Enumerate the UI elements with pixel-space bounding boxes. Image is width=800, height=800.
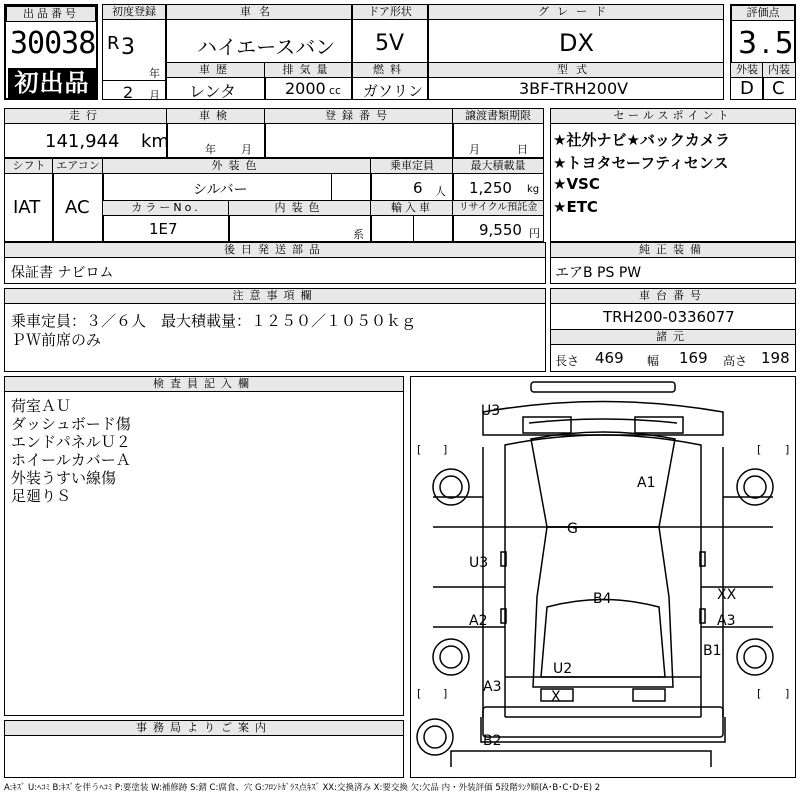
dims-label: 諸元 — [550, 329, 796, 345]
equipment-label: 純正装備 — [550, 242, 796, 258]
car-name-label: 車名 — [166, 4, 352, 20]
legend: A:ｷｽﾞ U:ﾍｺﾐ B:ｷｽﾞを伴うﾍｺﾐ P:要塗装 W:補修跡 S:錆 C:腐食、穴 G:ﾌﾛﾝﾄｶﾞﾗｽ点ｷｽﾞ XX:交換済み X:要交換 欠:欠品 内・外装評価 5段階ﾗﾝｸ順(A･B･C･D･E) 2 — [4, 783, 601, 793]
lot-number-label: 出品番号 — [6, 6, 96, 22]
fuel-block — [352, 62, 428, 100]
registration-month: 2 — [123, 83, 134, 102]
interior-score: C — [772, 78, 785, 99]
bracket-mark: ] — [443, 687, 448, 700]
chassis-number: TRH200-0336077 — [603, 308, 735, 326]
mileage: 141,944 — [45, 131, 120, 152]
inspector-line: 荷室ＡＵ — [11, 397, 72, 415]
inspection-month-unit: 月 — [241, 143, 252, 156]
registration-era: R — [107, 33, 120, 54]
height: 198 — [761, 349, 790, 367]
length-label: 長さ — [555, 354, 580, 368]
damage-mark: G — [567, 521, 578, 537]
fuel-label: 燃料 — [352, 62, 428, 78]
recycle: 9,550 — [479, 221, 522, 239]
damage-mark: U2 — [553, 661, 573, 677]
door: 5V — [375, 31, 405, 56]
inspector-line: ホイールカバーＡ — [11, 451, 131, 469]
chassis-label: 車台番号 — [550, 288, 796, 304]
year-unit: 年 — [149, 67, 160, 80]
history: レンタ — [189, 82, 236, 101]
inspector-label: 検査員記入欄 — [4, 376, 404, 392]
grade-block — [428, 4, 724, 64]
exterior-block — [730, 62, 764, 100]
inspector-line: 外装うすい線傷 — [11, 469, 117, 487]
import-label: 輸入車 — [370, 200, 454, 216]
displacement-block — [264, 62, 352, 100]
grade: DX — [559, 29, 594, 57]
notes-line: ＰＷ前席のみ — [11, 331, 102, 349]
exterior-label: 外装 — [730, 62, 764, 78]
capacity-block — [370, 158, 454, 202]
width-label: 幅 — [647, 354, 660, 368]
grade-label: グレード — [428, 4, 724, 20]
int-color-label: 内装色 — [228, 200, 372, 216]
interior-block — [762, 62, 796, 100]
bracket-mark: [ — [417, 443, 422, 456]
damage-mark: A2 — [469, 613, 488, 629]
ext-color-label: 外装色 — [102, 158, 372, 174]
mileage-label: 走行 — [4, 108, 168, 124]
capacity-unit: 人 — [435, 185, 446, 198]
max-load-label: 最大積載量 — [452, 158, 544, 174]
max-load: 1,250 — [469, 179, 512, 197]
ac-label: エアコン — [52, 158, 104, 174]
model: 3BF-TRH200V — [519, 79, 629, 98]
first-listing-badge: 初出品 — [8, 68, 96, 98]
displacement-unit: cc — [329, 84, 342, 97]
model-block — [428, 62, 724, 100]
bracket-mark: [ — [417, 687, 422, 700]
inspector-line: ダッシュボード傷 — [11, 415, 131, 433]
max-load-unit: kg — [527, 184, 540, 195]
damage-mark: U3 — [469, 555, 489, 571]
damage-mark: B4 — [593, 591, 612, 607]
history-label: 車歴 — [166, 62, 266, 78]
bracket-mark: [ — [757, 687, 762, 700]
int-color-suffix: 系 — [353, 228, 364, 241]
damage-mark: X — [551, 689, 561, 705]
bracket-mark: ] — [785, 687, 790, 700]
later-parts-label: 後日発送部品 — [4, 242, 546, 258]
displacement-label: 排気量 — [264, 62, 352, 78]
damage-mark: U3 — [481, 403, 501, 419]
inspector-line: エンドパネルＵ２ — [11, 433, 131, 451]
damage-mark: A3 — [717, 613, 736, 629]
ac-block — [52, 158, 104, 242]
shift: IAT — [13, 197, 41, 218]
mileage-block — [4, 108, 168, 158]
lot-number: 30038 — [10, 26, 96, 61]
sales-point-item: ★社外ナビ★バックカメラ — [553, 131, 730, 149]
sales-point-item: ★VSC — [553, 175, 600, 193]
bracket-mark: ] — [443, 443, 448, 456]
inspection-year-unit: 年 — [205, 143, 216, 156]
ext-color: シルバー — [193, 182, 248, 198]
inspection-block — [166, 108, 266, 158]
sales-points-block — [550, 108, 796, 242]
registration-year: 3 — [121, 35, 135, 60]
int-color-block — [228, 200, 372, 242]
shift-label: シフト — [4, 158, 54, 174]
inspector-block — [4, 376, 404, 716]
score-label: 評価点 — [731, 5, 795, 21]
notes-line: 乗車定員：３／６人 最大積載量：１２５０／１０５０ｋｇ — [11, 312, 417, 330]
office-label: 事務局よりご案内 — [4, 720, 404, 736]
plate-label: 登録番号 — [264, 108, 454, 124]
height-label: 高さ — [723, 354, 748, 368]
shift-block — [4, 158, 54, 242]
capacity: 6 — [413, 179, 423, 197]
chassis-block — [550, 288, 796, 372]
score-block — [730, 4, 796, 64]
office-block — [4, 720, 404, 778]
bracket-mark: ] — [785, 443, 790, 456]
recycle-unit: 円 — [529, 227, 540, 240]
later-parts-block — [4, 242, 546, 284]
mileage-unit: km — [141, 131, 169, 152]
score: 3.5 — [738, 26, 798, 61]
inspector-line: 足廻りＳ — [11, 487, 72, 505]
width: 169 — [679, 349, 708, 367]
notes-block — [4, 288, 546, 372]
transfer-block — [452, 108, 544, 158]
max-load-block — [452, 158, 544, 202]
divider — [413, 216, 414, 242]
lot-number-block — [4, 4, 98, 100]
history-block — [166, 62, 266, 100]
exterior-score: D — [740, 78, 754, 99]
recycle-label: リサイクル預託金 — [452, 200, 544, 216]
sales-point-item: ★ETC — [553, 198, 598, 216]
sales-points-label: セールスポイント — [550, 108, 796, 124]
equipment-text: エアB PS PW — [555, 265, 642, 281]
car-name: ハイエースバン — [197, 35, 336, 59]
recycle-block — [452, 200, 544, 242]
ext-color-block — [102, 158, 372, 202]
transfer-day-unit: 日 — [517, 143, 528, 156]
model-label: 型式 — [428, 62, 724, 78]
notes-label: 注意事項欄 — [4, 288, 546, 304]
damage-mark: A3 — [483, 679, 502, 695]
month-unit: 月 — [149, 89, 160, 102]
vehicle-diagram-frame — [410, 376, 796, 778]
bracket-mark: [ — [757, 443, 762, 456]
damage-mark: A1 — [637, 475, 656, 491]
ac: AC — [65, 197, 90, 218]
color-no: 1E7 — [149, 220, 178, 238]
sales-point-item: ★トヨタセーフティセンス — [553, 154, 729, 172]
transfer-month-unit: 月 — [469, 143, 480, 156]
later-parts-text: 保証書 ナビロム — [11, 265, 114, 281]
interior-label: 内装 — [762, 62, 796, 78]
fuel: ガソリン — [363, 82, 424, 100]
damage-mark: B2 — [483, 733, 502, 749]
color-no-block — [102, 200, 230, 242]
first-registration-block — [102, 4, 166, 100]
transfer-label: 譲渡書類期限 — [452, 108, 544, 124]
displacement: 2000 — [285, 79, 326, 98]
door-label: ドア形状 — [352, 4, 428, 20]
color-no-label: カラーNo. — [102, 200, 230, 216]
plate-block — [264, 108, 454, 158]
vehicle-diagram — [411, 377, 795, 777]
length: 469 — [595, 349, 624, 367]
equipment-block — [550, 242, 796, 284]
damage-mark: B1 — [703, 643, 722, 659]
divider — [331, 174, 332, 202]
divider — [103, 80, 165, 81]
capacity-label: 乗車定員 — [370, 158, 454, 174]
car-name-block — [166, 4, 352, 64]
import-block — [370, 200, 454, 242]
door-block — [352, 4, 428, 64]
inspection-label: 車検 — [166, 108, 266, 124]
damage-mark: XX — [717, 587, 737, 603]
first-registration-label: 初度登録 — [102, 4, 166, 20]
